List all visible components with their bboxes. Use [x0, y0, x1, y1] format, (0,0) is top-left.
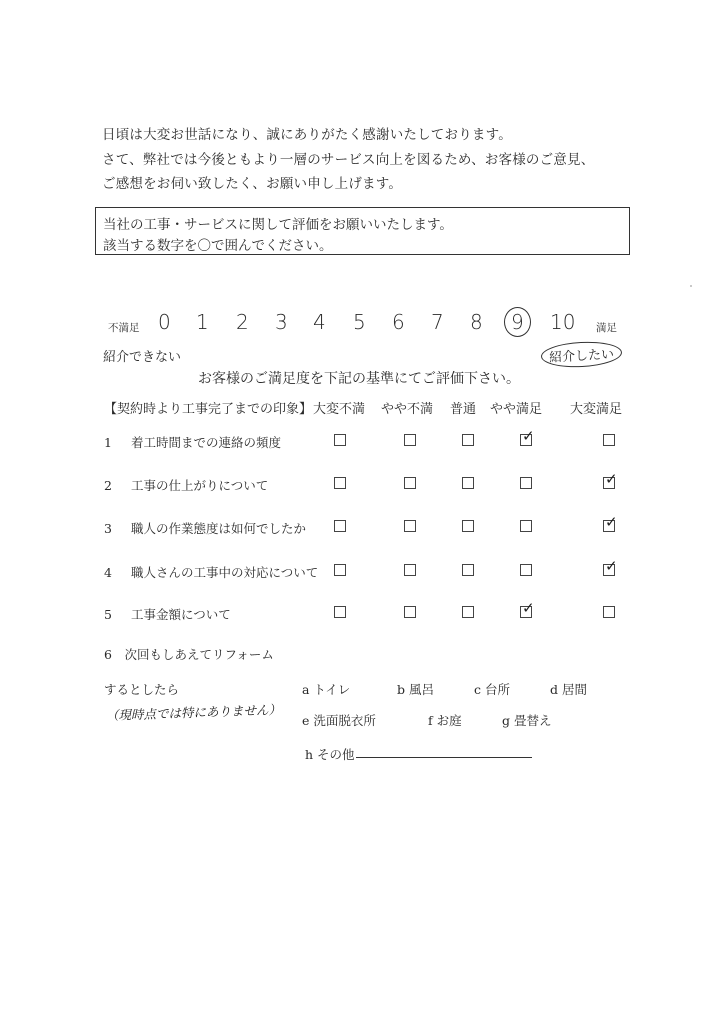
question-label	[104, 433, 281, 451]
scale-number-5[interactable]: 5	[353, 310, 366, 334]
option-other[interactable]: h その他	[305, 747, 355, 762]
question-number: 5	[104, 607, 112, 622]
instruction-line-2: 該当する数字を〇で囲んでください。	[103, 238, 333, 254]
evaluation-heading: お客様のご満足度を下記の基準にてご評価下さい。	[198, 371, 520, 387]
rating-checkbox[interactable]	[462, 520, 474, 532]
rating-checkbox[interactable]	[520, 564, 532, 576]
scale-number-1[interactable]: 1	[196, 310, 209, 334]
referral-yes-label[interactable]: 紹介したい	[540, 340, 622, 369]
rating-checkbox[interactable]	[404, 520, 416, 532]
rating-checkbox[interactable]	[334, 606, 346, 618]
rating-checkbox[interactable]	[404, 606, 416, 618]
reform-question-label-2: するとしたら	[104, 682, 180, 697]
column-header-somewhat-dissatisfied: やや不満	[381, 402, 434, 417]
option-tatami[interactable]: g 畳替え	[502, 713, 552, 728]
checkmark-icon: ✓	[522, 599, 535, 617]
satisfaction-scale	[0, 310, 727, 340]
question-row	[0, 599, 727, 625]
question-row	[0, 557, 727, 583]
rating-checkbox[interactable]	[404, 434, 416, 446]
column-header-very-dissatisfied: 大変不満	[313, 402, 366, 417]
instruction-box	[95, 207, 630, 255]
scale-low-label: 不満足	[108, 322, 140, 334]
section-label: 【契約時より工事完了までの印象】	[104, 402, 313, 417]
referral-no-label: 紹介できない	[103, 350, 182, 365]
question-number: 1	[104, 435, 112, 450]
reform-question-label: 6 次回もしあえてリフォーム	[104, 647, 274, 662]
question-row	[0, 513, 727, 539]
scale-high-label: 満足	[596, 322, 617, 334]
scale-number-3[interactable]: 3	[275, 310, 288, 334]
checkmark-icon: ✓	[605, 557, 618, 575]
scale-number-9[interactable]: 9	[511, 310, 524, 334]
column-header-somewhat-satisfied: やや満足	[490, 402, 543, 417]
checkmark-icon: ✓	[605, 470, 618, 488]
question-label	[104, 605, 231, 623]
question-text: 工事金額について	[131, 607, 231, 622]
rating-checkbox[interactable]	[520, 427, 535, 446]
option-washroom[interactable]: e 洗面脱衣所	[302, 713, 376, 728]
rating-checkbox[interactable]	[603, 434, 615, 446]
rating-checkbox[interactable]	[520, 520, 532, 532]
option-kitchen[interactable]: c 台所	[474, 682, 510, 697]
question-text: 職人さんの工事中の対応について	[131, 565, 319, 580]
scale-number-2[interactable]: 2	[236, 310, 249, 334]
scale-number-6[interactable]: 6	[392, 310, 405, 334]
scan-speck	[690, 285, 692, 287]
rating-checkbox[interactable]	[334, 434, 346, 446]
rating-checkbox[interactable]	[462, 477, 474, 489]
question-label	[104, 476, 268, 494]
question-number: 2	[104, 478, 112, 493]
rating-checkbox[interactable]	[462, 606, 474, 618]
rating-checkbox[interactable]	[603, 470, 618, 489]
question-row	[0, 470, 727, 496]
option-bath[interactable]: b 風呂	[397, 682, 434, 697]
question-number: 3	[104, 521, 112, 536]
intro-line-1: 日頃は大変お世話になり、誠にありがたく感謝いたしております。	[102, 127, 512, 143]
instruction-line-1: 当社の工事・サービスに関して評価をお願いいたします。	[103, 217, 453, 233]
intro-line-3: ご感想をお伺い致したく、お願い申し上げます。	[102, 176, 403, 192]
column-header-neutral: 普通	[450, 402, 477, 417]
option-garden[interactable]: f お庭	[428, 713, 462, 728]
rating-checkbox[interactable]	[603, 557, 618, 576]
rating-checkbox[interactable]	[334, 520, 346, 532]
scale-number-4[interactable]: 4	[313, 310, 326, 334]
rating-checkbox[interactable]	[520, 599, 535, 618]
question-number: 4	[104, 565, 112, 580]
scale-number-10[interactable]: 10	[550, 310, 576, 334]
rating-checkbox[interactable]	[603, 513, 618, 532]
handwritten-note: （現時点では特にありません）	[105, 701, 282, 723]
rating-checkbox[interactable]	[404, 477, 416, 489]
other-input-line[interactable]	[356, 757, 532, 758]
rating-checkbox[interactable]	[462, 564, 474, 576]
rating-checkbox[interactable]	[603, 606, 615, 618]
rating-checkbox[interactable]	[334, 477, 346, 489]
scale-number-7[interactable]: 7	[431, 310, 444, 334]
rating-checkbox[interactable]	[334, 564, 346, 576]
column-header-very-satisfied: 大変満足	[570, 402, 623, 417]
option-living-room[interactable]: d 居間	[550, 682, 587, 697]
question-label	[104, 563, 318, 581]
checkmark-icon: ✓	[605, 513, 618, 531]
question-text: 着工時間までの連絡の頻度	[131, 435, 282, 450]
rating-checkbox[interactable]	[520, 477, 532, 489]
rating-checkbox[interactable]	[404, 564, 416, 576]
question-text: 職人の作業態度は如何でしたか	[131, 521, 307, 536]
option-toilet[interactable]: a トイレ	[302, 682, 351, 697]
question-row	[0, 427, 727, 453]
scale-number-8[interactable]: 8	[470, 310, 483, 334]
rating-checkbox[interactable]	[462, 434, 474, 446]
question-text: 工事の仕上がりについて	[131, 478, 269, 493]
question-label	[104, 519, 306, 537]
scale-number-0[interactable]: 0	[158, 310, 171, 334]
intro-line-2: さて、弊社では今後ともより一層のサービス向上を図るため、お客様のご意見、	[102, 152, 595, 168]
checkmark-icon: ✓	[522, 427, 535, 445]
